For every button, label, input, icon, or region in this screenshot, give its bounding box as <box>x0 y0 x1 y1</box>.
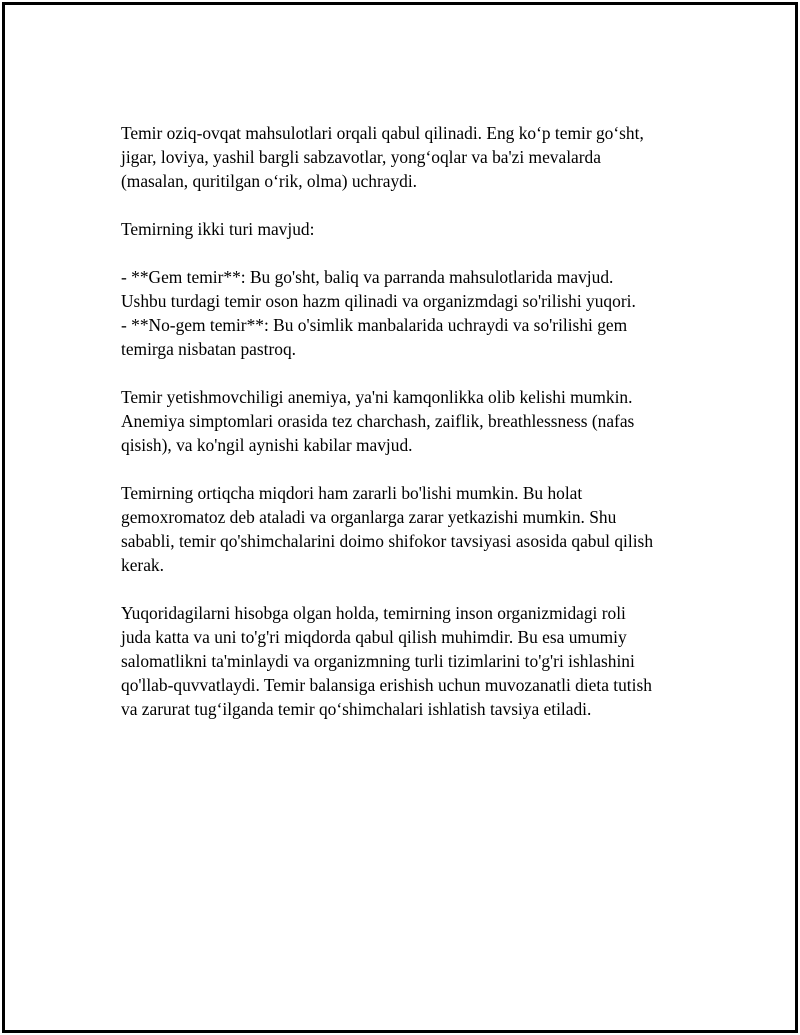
list-item-non-heme-iron: - **No-gem temir**: Bu o'simlik manbalarida uchraydi va so'rilishi gem temirga nisbatan pastroq. <box>121 315 628 359</box>
page-border <box>2 2 798 1033</box>
paragraph-iron-deficiency: Temir yetishmovchiligi anemiya, ya'ni kamqonlikka olib kelishi mumkin. Anemiya simptomlari orasida tez charchash, zaiflik, breathlessness (nafas qisish), va ko'ngil aynishi kabilar mavjud. <box>121 387 635 455</box>
paragraph-conclusion: Yuqoridagilarni hisobga olgan holda, temirning inson organizmidagi roli juda katta va uni to'g'ri miqdorda qabul qilish muhimdir. Bu esa umumiy salomatlikni ta'minlaydi va organizmning turli tizimlarini to'g'ri ishlashini qo'llab-quvvatlaydi. Temir balansiga erishish uchun muvozanatli dieta tutish va zarurat tug‘ilganda temir qo‘shimchalari ishlatish tavsiya etiladi. <box>121 603 652 719</box>
paragraph-iron-sources: Temir oziq-ovqat mahsulotlari orqali qabul qilinadi. Eng ko‘p temir go‘sht, jigar, loviya, yashil bargli sabzavotlar, yong‘oqlar va ba'zi mevalarda (masalan, quritilgan o‘rik, olma) uchraydi. <box>121 123 644 191</box>
iron-types-list <box>121 265 701 361</box>
paragraph-iron-types-intro: Temirning ikki turi mavjud: <box>121 219 315 239</box>
document-body <box>121 121 701 745</box>
list-item-heme-iron: - **Gem temir**: Bu go'sht, baliq va parranda mahsulotlarida mavjud. Ushbu turdagi temir oson hazm qilinadi va organizmdagi so'rilishi yuqori. <box>121 267 636 311</box>
paragraph-iron-overload: Temirning ortiqcha miqdori ham zararli bo'lishi mumkin. Bu holat gemoxromatoz deb ataladi va organlarga zarar yetkazishi mumkin. Shu sababli, temir qo'shimchalarini doimo shifokor tavsiyasi asosida qabul qilish kerak. <box>121 483 654 575</box>
